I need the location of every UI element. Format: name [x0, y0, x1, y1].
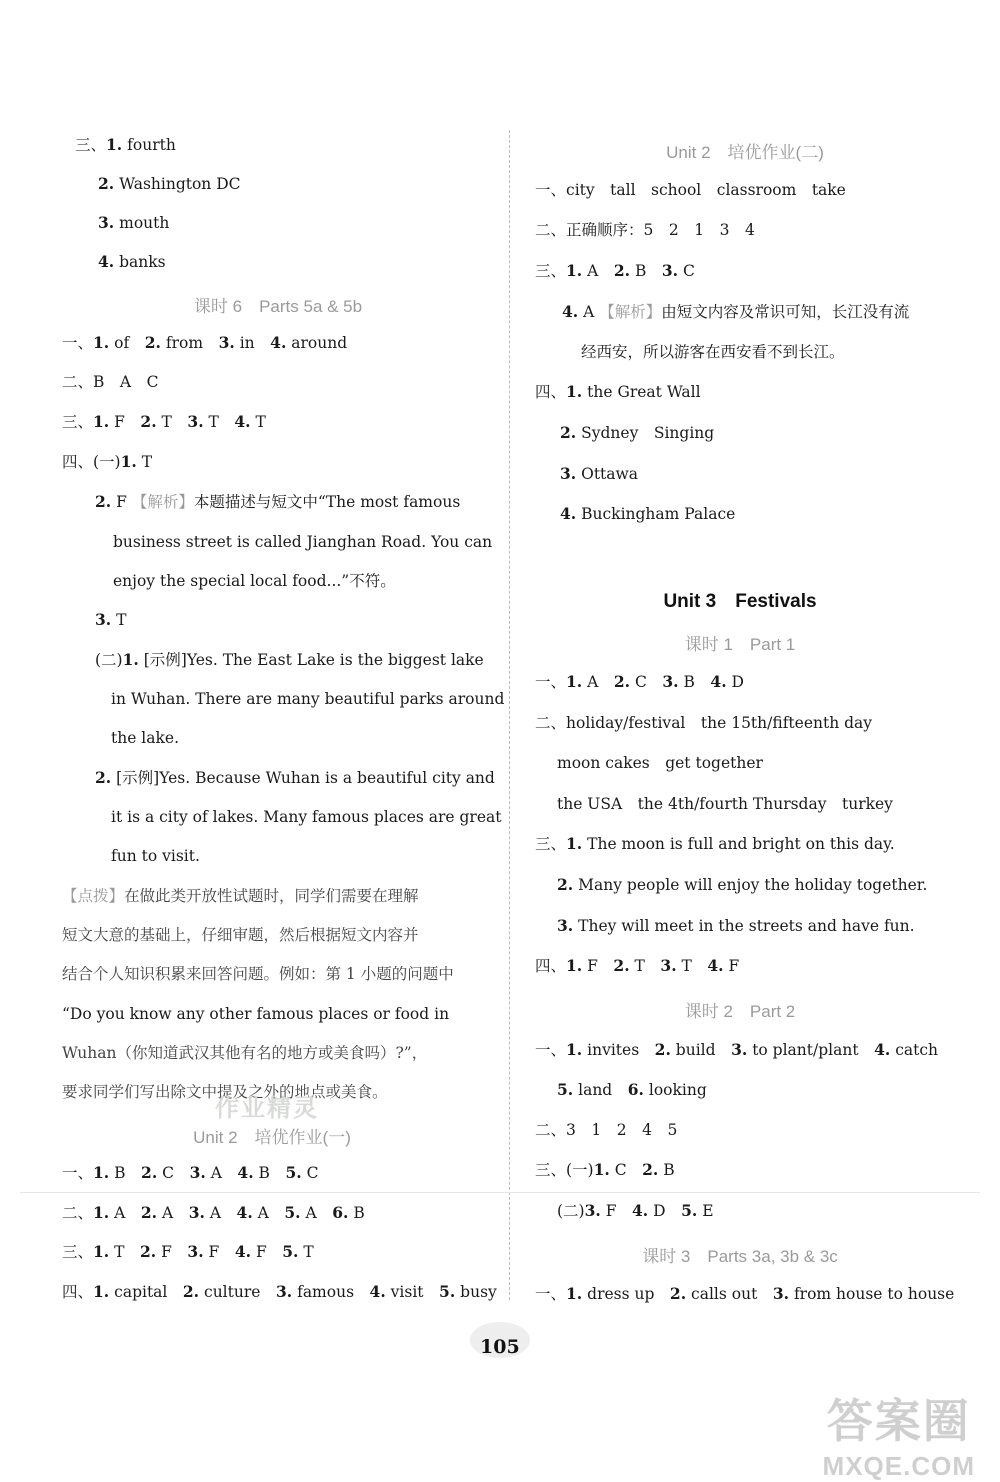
l-s3-q1: 三、1. fourth: [75, 135, 176, 154]
column-divider: [509, 130, 510, 1300]
u2a-part3: 三、1. T 2. F 3. F 4. F 5. T: [62, 1242, 314, 1261]
p1-part2-line3: the USA the 4th/fourth Thursday turkey: [557, 795, 893, 813]
stamp-text: 作业精灵: [215, 1093, 319, 1122]
p2-part1-line1: 一、1. invites 2. build 3. to plant/plant 4. catch: [535, 1040, 939, 1059]
p1-part2-line2: moon cakes get together: [557, 754, 763, 772]
l6-open-q1: (二)1. [示例]Yes. The East Lake is the biggest lake: [95, 650, 484, 669]
l6-part3: 三、1. F 2. T 3. T 4. T: [62, 412, 266, 431]
tip-line6: 要求同学们写出除文中提及之外的地点或美食。: [62, 1083, 388, 1101]
r-part3-q4-line2: 经西安，所以游客在西安看不到长江。: [581, 343, 845, 361]
p2-part2: 二、3 1 2 4 5: [535, 1121, 678, 1139]
l6-q2-line2: business street is called Jianghan Road. You can: [113, 533, 493, 551]
l6-q2-line3: enjoy the special local food...”不符。: [113, 572, 396, 590]
l6-part2: 二、B A C: [62, 373, 159, 391]
l6-open-q2: 2. [示例]Yes. Because Wuhan is a beautiful city and: [95, 768, 495, 787]
tip-line5: Wuhan（你知道武汉其他有名的地方或美食吗）?”，: [62, 1044, 428, 1062]
u2a-part4: 四、1. capital 2. culture 3. famous 4. visit 5. busy: [62, 1282, 497, 1301]
unit2-homework1-heading: Unit 2 培优作业(一): [193, 1128, 351, 1147]
r-part4-q1: 四、1. the Great Wall: [535, 382, 701, 401]
watermark: [823, 1385, 975, 1482]
l6-part1: 一、1. of 2. from 3. in 4. around: [62, 333, 348, 352]
tip-line3: 结合个人知识积累来回答问题。例如：第 1 小题的问题中: [62, 965, 454, 983]
p1-part4: 四、1. F 2. T 3. T 4. F: [535, 956, 740, 975]
fold-line: [20, 1192, 980, 1193]
l6-open-q2-line3: fun to visit.: [111, 847, 200, 865]
r-part1: 一、city tall school classroom take: [535, 181, 846, 199]
r-part3: 三、1. A 2. B 3. C: [535, 261, 695, 280]
tip-line2: 短文大意的基础上，仔细审题，然后根据短文内容并: [62, 926, 419, 944]
u2a-part2: 二、1. A 2. A 3. A 4. A 5. A 6. B: [62, 1203, 365, 1222]
lesson1-heading: 课时 1 Part 1: [684, 635, 796, 654]
p1-part3-q3: 3. They will meet in the streets and have fun.: [557, 916, 915, 935]
watermark-url: MXQE.COM: [822, 1451, 975, 1481]
p2-part3a: 三、(一)1. C 2. B: [535, 1160, 675, 1179]
p2-part3b: (二)3. F 4. D 5. E: [557, 1201, 714, 1220]
lesson3-heading: 课时 3 Parts 3a, 3b & 3c: [642, 1247, 838, 1266]
r-part3-q4: 4. A 【解析】由短文内容及常识可知，长江没有流: [562, 302, 910, 321]
watermark-title: 答案圈: [826, 1395, 971, 1447]
l-s3-q2: 2. Washington DC: [98, 174, 241, 193]
tip-line4: “Do you know any other famous places or food in: [62, 1005, 450, 1023]
p1-part1: 一、1. A 2. C 3. B 4. D: [535, 672, 744, 691]
l6-q2-analysis: 2. F 【解析】本题描述与短文中“The most famous: [95, 492, 461, 511]
p3-part1: 一、1. dress up 2. calls out 3. from house to house: [535, 1284, 955, 1303]
r-part4-q3: 3. Ottawa: [560, 464, 639, 483]
tip-line1: 【点拨】在做此类开放性试题时，同学们需要在理解: [62, 887, 419, 905]
r-part2: 二、正确顺序：5 2 1 3 4: [535, 221, 755, 239]
unit3-title: Unit 3 Festivals: [663, 591, 817, 612]
l-s3-q3: 3. mouth: [98, 213, 170, 232]
p2-part1-line2: 5. land 6. looking: [557, 1080, 707, 1099]
lesson6-heading: 课时 6 Parts 5a & 5b: [193, 297, 363, 316]
u2a-part1: 一、1. B 2. C 3. A 4. B 5. C: [62, 1163, 319, 1182]
r-part4-q4: 4. Buckingham Palace: [560, 504, 736, 523]
l6-part4: 四、(一)1. T: [62, 452, 153, 471]
p1-part3-q2: 2. Many people will enjoy the holiday together.: [557, 875, 928, 894]
l6-q3: 3. T: [95, 610, 127, 629]
l-s3-q4: 4. banks: [98, 252, 166, 271]
l6-open-q1-line2: in Wuhan. There are many beautiful parks around: [111, 690, 505, 708]
p1-part2-line1: 二、holiday/festival the 15th/fifteenth day: [535, 714, 873, 732]
unit2-homework2-heading: Unit 2 培优作业(二): [666, 143, 824, 162]
page-number: 105: [480, 1336, 520, 1358]
p1-part3-q1: 三、1. The moon is full and bright on this day.: [535, 834, 895, 853]
r-part4-q2: 2. Sydney Singing: [560, 423, 715, 442]
l6-open-q1-line3: the lake.: [111, 729, 180, 747]
lesson2-heading: 课时 2 Part 2: [684, 1002, 796, 1021]
l6-open-q2-line2: it is a city of lakes. Many famous places are great: [111, 808, 502, 826]
